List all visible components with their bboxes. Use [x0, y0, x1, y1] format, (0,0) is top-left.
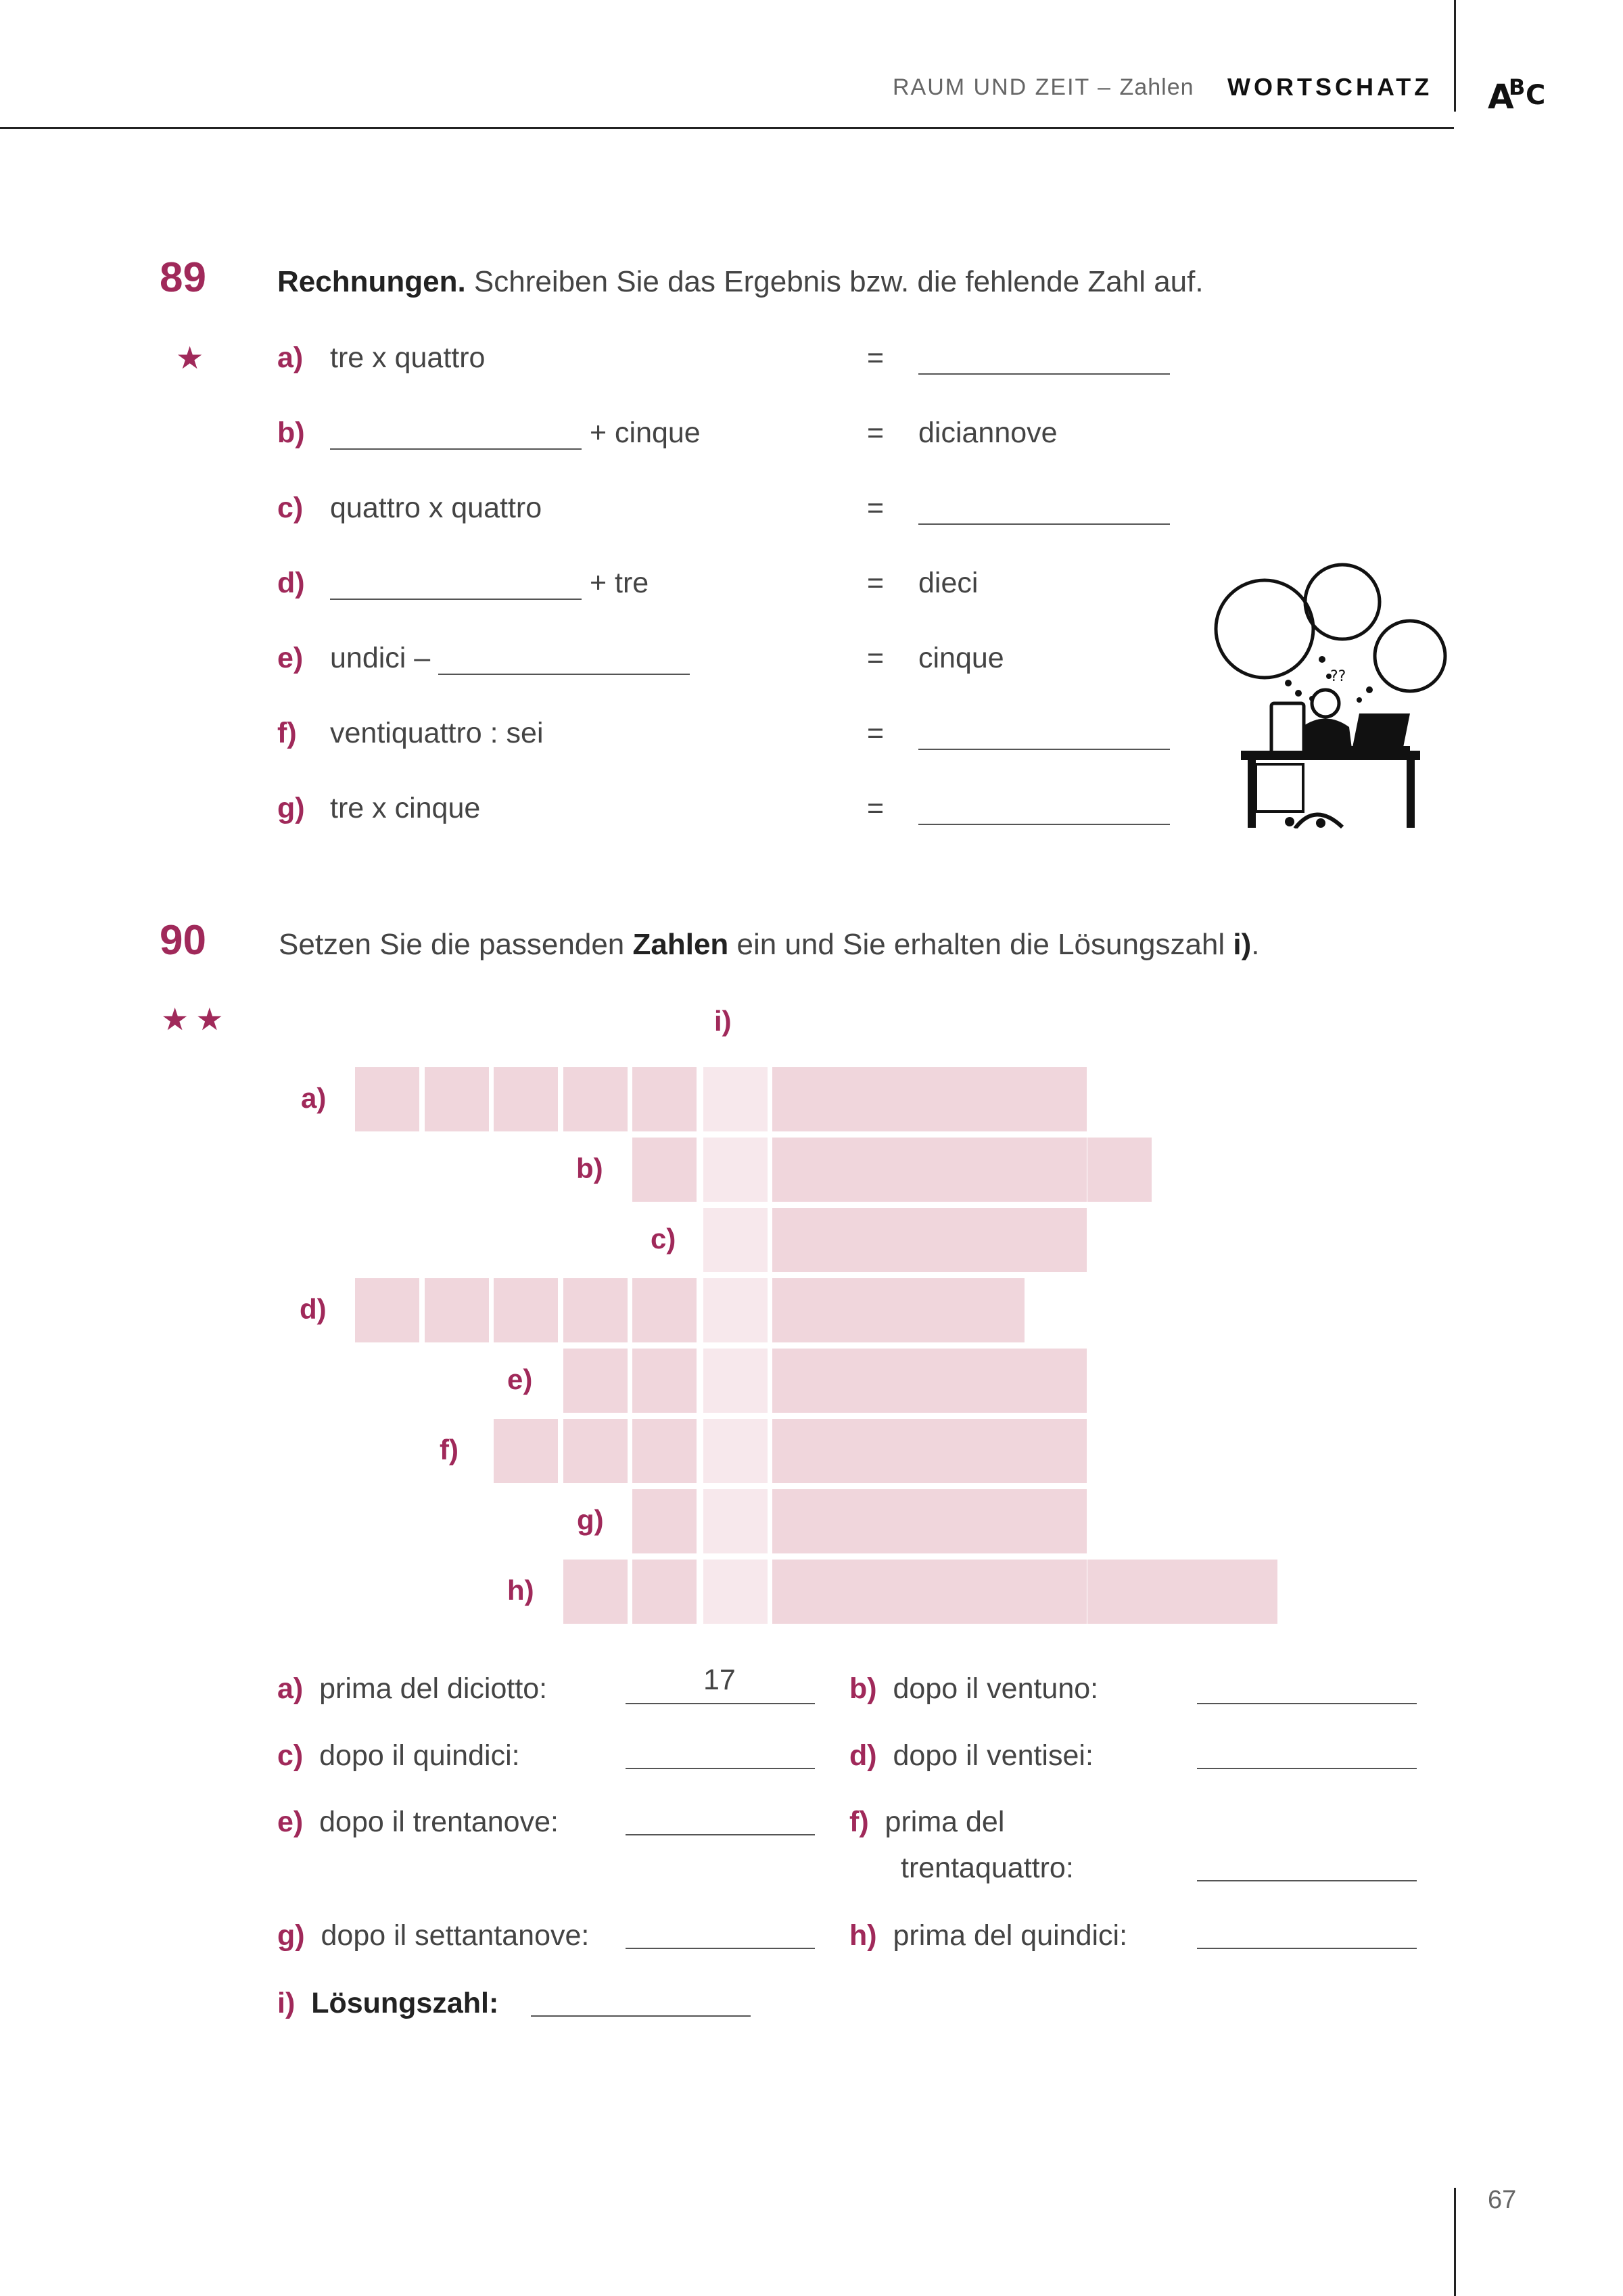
equals-sign: = — [867, 717, 885, 749]
equals-sign: = — [867, 792, 885, 824]
crossword-cell[interactable] — [1213, 1560, 1277, 1624]
crossword-cell[interactable] — [897, 1067, 961, 1131]
solution-answer-blank[interactable] — [531, 2015, 751, 2017]
equation-row-e — [277, 642, 1190, 682]
crossword-cell[interactable] — [834, 1208, 899, 1272]
header-section-title: RAUM UND ZEIT — [893, 74, 1090, 100]
instruction-text: Setzen Sie die passenden — [279, 928, 633, 961]
clue-text: dopo il ventisei: — [893, 1739, 1093, 1772]
crossword-row-label-a: a) — [301, 1082, 327, 1114]
equation-row-g — [277, 792, 1190, 833]
exercise-89-instruction — [277, 265, 1204, 299]
equation-lhs: tre x cinque — [330, 792, 481, 824]
crossword-cell[interactable] — [834, 1419, 899, 1483]
crossword-row-label-g: g) — [577, 1504, 604, 1536]
crossword-cell[interactable] — [960, 1138, 1025, 1202]
crossword-cell[interactable] — [563, 1067, 628, 1131]
answer-blank[interactable] — [330, 567, 582, 600]
crossword-cell[interactable] — [960, 1278, 1025, 1342]
crossword-solution-cell[interactable] — [703, 1489, 768, 1553]
clue-label: f) — [849, 1806, 869, 1838]
crossword-row-label-c: c) — [651, 1223, 676, 1255]
crossword-cell[interactable] — [494, 1419, 558, 1483]
answer-blank[interactable] — [626, 1768, 815, 1769]
equation-lhs: ventiquattro : sei — [330, 717, 544, 749]
clue-text: prima del — [885, 1806, 1005, 1838]
equation-label: b) — [277, 417, 305, 449]
answer-blank[interactable] — [438, 642, 690, 675]
clue-text: dopo il trentanove: — [319, 1806, 559, 1838]
answer-blank[interactable] — [1197, 1703, 1417, 1704]
header-rule — [0, 127, 1454, 129]
crossword-cell[interactable] — [494, 1067, 558, 1131]
clue-label: d) — [849, 1739, 877, 1772]
crossword-solution-cell[interactable] — [703, 1138, 768, 1202]
crossword-cell[interactable] — [425, 1067, 489, 1131]
crossword-cell[interactable] — [355, 1278, 419, 1342]
equation-row-d — [277, 567, 1190, 607]
crossword-cell[interactable] — [897, 1419, 961, 1483]
crossword-cell[interactable] — [960, 1560, 1025, 1624]
equation-label: a) — [277, 342, 304, 374]
svg-text:B: B — [1509, 74, 1526, 100]
equation-lhs: + cinque — [589, 417, 701, 449]
crossword-cell[interactable] — [1022, 1560, 1087, 1624]
clue-label: h) — [849, 1919, 877, 1952]
answer-blank[interactable] — [918, 342, 1170, 375]
equation-label: d) — [277, 567, 305, 599]
instruction-text: ein und Sie erhalten die Lösungszahl — [728, 928, 1233, 961]
equals-sign: = — [867, 567, 885, 599]
crossword-cell[interactable] — [355, 1067, 419, 1131]
clue-f — [849, 1806, 1004, 1839]
crossword-cell[interactable] — [960, 1349, 1025, 1413]
svg-text:A: A — [1488, 77, 1514, 114]
crossword-cell[interactable] — [834, 1067, 899, 1131]
clue-a — [277, 1672, 547, 1706]
crossword-cell[interactable] — [632, 1489, 697, 1553]
clue-text: dopo il quindici: — [319, 1739, 520, 1772]
crossword-solution-cell[interactable] — [703, 1560, 768, 1624]
thought-bubble — [1305, 565, 1380, 639]
exercise-90-number: 90 — [160, 917, 206, 964]
instruction-reference: i) — [1233, 928, 1252, 961]
answer-blank[interactable] — [1197, 1880, 1417, 1881]
crossword-cell[interactable] — [563, 1419, 628, 1483]
clue-d — [849, 1739, 1093, 1773]
crossword-cell[interactable] — [425, 1278, 489, 1342]
clue-text: prima del quindici: — [893, 1919, 1128, 1952]
crossword-cell[interactable] — [834, 1560, 899, 1624]
thought-bubble — [1375, 621, 1445, 691]
crossword-cell[interactable] — [494, 1278, 558, 1342]
answer-blank[interactable] — [918, 793, 1170, 825]
equation-row-a — [277, 342, 1190, 382]
crossword-cell[interactable] — [834, 1138, 899, 1202]
equals-sign: = — [867, 492, 885, 524]
crossword-row-label-e: e) — [507, 1363, 533, 1395]
crossword-cell[interactable] — [1087, 1560, 1152, 1624]
crossword-cell[interactable] — [772, 1067, 837, 1131]
crossword-cell[interactable] — [772, 1278, 837, 1342]
crossword-cell[interactable] — [772, 1489, 837, 1553]
crossword-cell[interactable] — [1022, 1067, 1087, 1131]
equation-lhs: undici – — [330, 642, 431, 674]
crossword-row-label-h: h) — [507, 1574, 534, 1606]
crossword-solution-cell[interactable] — [703, 1419, 768, 1483]
equation-rhs: dieci — [918, 567, 979, 599]
answer-blank[interactable] — [918, 718, 1170, 750]
crossword-cell[interactable] — [897, 1138, 961, 1202]
crossword-cell[interactable] — [632, 1560, 697, 1624]
crossword-cell[interactable] — [772, 1138, 837, 1202]
answer-blank[interactable] — [918, 492, 1170, 525]
equation-lhs: + tre — [589, 567, 649, 599]
crossword-cell[interactable] — [897, 1208, 961, 1272]
crossword-cell[interactable] — [1022, 1138, 1087, 1202]
crossword-cell[interactable] — [772, 1560, 837, 1624]
clue-e — [277, 1806, 559, 1839]
crossword-cell[interactable] — [1022, 1208, 1087, 1272]
chair-back — [1271, 703, 1304, 754]
equation-row-b — [277, 417, 1190, 457]
crossword-cell[interactable] — [960, 1489, 1025, 1553]
clue-text: prima del diciotto: — [319, 1672, 548, 1705]
solution-label: Lösungszahl: — [311, 1987, 499, 2019]
clue-answer: 17 — [703, 1664, 736, 1696]
clue-label: i) — [277, 1987, 296, 2019]
equation-label: g) — [277, 792, 305, 824]
equation-rhs: diciannove — [918, 417, 1058, 449]
answer-blank[interactable] — [1197, 1948, 1417, 1949]
instruction-heading: Rechnungen. — [277, 265, 466, 298]
clue-f-continued: trentaquattro: — [901, 1852, 1074, 1884]
exercise-89-number: 89 — [160, 254, 206, 301]
header-category: WORTSCHATZ — [1227, 73, 1433, 101]
equation-row-f — [277, 717, 1190, 757]
crossword-cell[interactable] — [632, 1349, 697, 1413]
equals-sign: = — [867, 417, 885, 449]
crossword-cell[interactable] — [772, 1419, 837, 1483]
crossword-solution-cell[interactable] — [703, 1208, 768, 1272]
crossword-cell[interactable] — [632, 1138, 697, 1202]
crossword-cell[interactable] — [1151, 1560, 1215, 1624]
equals-sign: = — [867, 642, 885, 674]
crossword-cell[interactable] — [563, 1560, 628, 1624]
crossword-solution-cell[interactable] — [703, 1278, 768, 1342]
laptop — [1352, 713, 1410, 747]
crossword-cell[interactable] — [897, 1278, 961, 1342]
desk-top — [1241, 751, 1420, 760]
answer-blank[interactable] — [626, 1948, 815, 1949]
solution-line — [277, 1987, 498, 2020]
clue-h — [849, 1919, 1127, 1952]
crossword-cell[interactable] — [834, 1489, 899, 1553]
clue-label: e) — [277, 1806, 304, 1838]
clue-label: a) — [277, 1672, 304, 1705]
equation-lhs: tre x quattro — [330, 342, 486, 374]
answer-blank[interactable] — [330, 417, 582, 450]
header-section — [893, 74, 1194, 101]
crossword-cell[interactable] — [1022, 1419, 1087, 1483]
clue-text: dopo il settantanove: — [321, 1919, 590, 1952]
header-divider — [1454, 0, 1456, 112]
crossword-row-label-d: d) — [300, 1293, 327, 1325]
crossword-cell[interactable] — [960, 1419, 1025, 1483]
crossword-cell[interactable] — [632, 1419, 697, 1483]
crossword-cell[interactable] — [960, 1067, 1025, 1131]
answer-blank[interactable] — [1197, 1768, 1417, 1769]
equation-lhs: quattro x quattro — [330, 492, 542, 524]
clue-text: dopo il ventuno: — [893, 1672, 1099, 1705]
clue-label: c) — [277, 1739, 304, 1772]
crossword-cell[interactable] — [960, 1208, 1025, 1272]
answer-blank[interactable] — [626, 1834, 815, 1835]
crossword-cell[interactable] — [632, 1067, 697, 1131]
crossword-cell[interactable] — [632, 1278, 697, 1342]
equals-sign: = — [867, 342, 885, 374]
svg-text:C: C — [1526, 80, 1546, 111]
header-separator: – — [1098, 74, 1112, 100]
crossword-solution-cell[interactable] — [703, 1349, 768, 1413]
clue-label: b) — [849, 1672, 877, 1705]
instruction-keyword: Zahlen — [632, 928, 729, 961]
crossword-cell[interactable] — [834, 1278, 899, 1342]
crossword-cell[interactable] — [563, 1278, 628, 1342]
crossword-cell[interactable] — [1087, 1138, 1152, 1202]
instruction-text: Schreiben Sie das Ergebnis bzw. die fehlende Zahl auf. — [465, 265, 1204, 298]
crossword-cell[interactable] — [563, 1349, 628, 1413]
abc-logo — [1486, 73, 1549, 114]
thinking-person-illustration — [1214, 558, 1447, 828]
clue-label: g) — [277, 1919, 305, 1952]
clue-b — [849, 1672, 1098, 1706]
crossword-cell[interactable] — [897, 1489, 961, 1553]
crossword-row-label-b: b) — [576, 1152, 603, 1184]
thought-bubble — [1216, 580, 1313, 678]
equation-rhs: cinque — [918, 642, 1004, 674]
crossword-cell[interactable] — [834, 1349, 899, 1413]
crossword-cell[interactable] — [897, 1560, 961, 1624]
equation-label: e) — [277, 642, 304, 674]
crossword-cell[interactable] — [772, 1349, 837, 1413]
person-head — [1312, 690, 1339, 717]
equation-row-c — [277, 492, 1190, 532]
difficulty-stars-89: ★ — [176, 340, 211, 375]
equation-label: f) — [277, 717, 297, 749]
crossword-solution-label: i) — [714, 1005, 732, 1037]
answer-blank[interactable] — [626, 1703, 815, 1704]
crossword-cell[interactable] — [897, 1349, 961, 1413]
question-marks: ?? — [1330, 668, 1346, 685]
equation-label: c) — [277, 492, 304, 524]
exercise-90-instruction: Setzen Sie die passenden Zahlen ein und Sie erhalten die Lösungszahl i). — [279, 928, 1260, 961]
header-subsection: Zahlen — [1119, 74, 1194, 100]
footer-divider — [1454, 2188, 1456, 2296]
crossword-row-label-f: f) — [440, 1434, 458, 1466]
crossword-cell[interactable] — [1022, 1349, 1087, 1413]
crossword-solution-cell[interactable] — [703, 1067, 768, 1131]
difficulty-stars-90: ★★ — [161, 1002, 231, 1037]
crossword-cell[interactable] — [1022, 1489, 1087, 1553]
clue-g — [277, 1919, 589, 1952]
clue-c — [277, 1739, 520, 1773]
crossword-cell[interactable] — [772, 1208, 837, 1272]
page-number: 67 — [1488, 2186, 1517, 2214]
